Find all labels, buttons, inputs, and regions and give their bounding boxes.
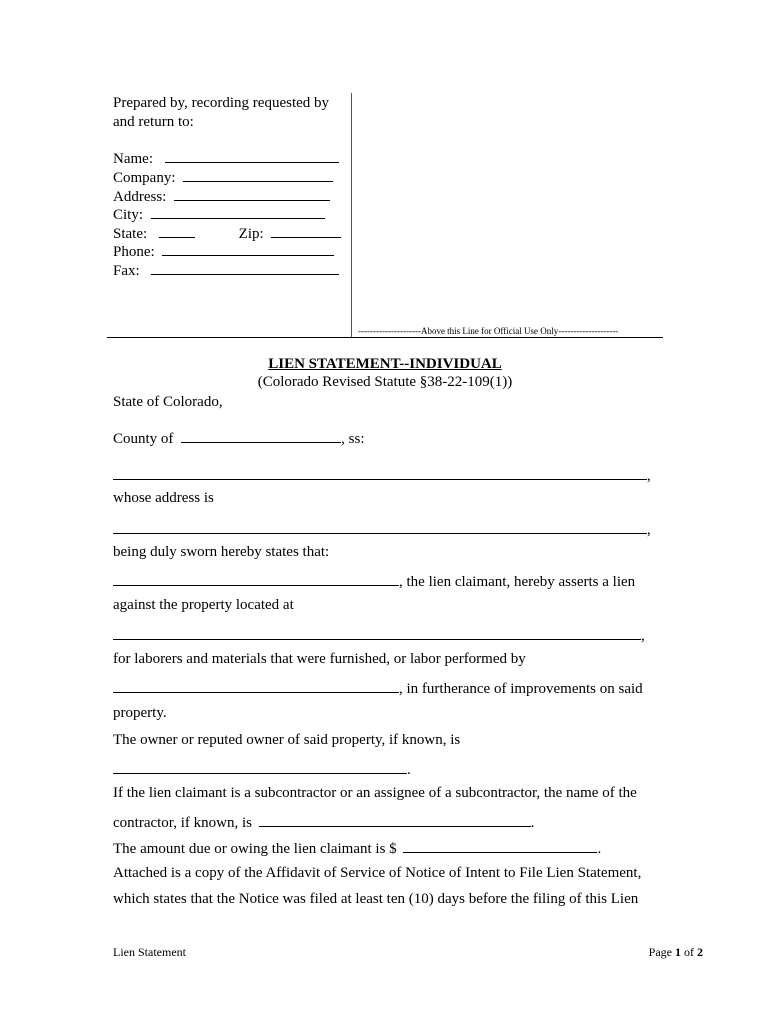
header-vertical-divider (351, 93, 352, 338)
lien-claimant-text: , the lien claimant, hereby asserts a lien (399, 574, 636, 590)
fax-label: Fax: (113, 263, 140, 279)
amount-row (113, 838, 601, 858)
footer-title: Lien Statement (113, 945, 186, 959)
attached-text: Attached is a copy of the Affidavit of Service of Notice of Intent to File Lien Statement, (113, 865, 642, 881)
owner-field[interactable] (113, 759, 407, 774)
name-field[interactable] (165, 148, 339, 163)
which-states-text: which states that the Notice was filed at least ten (10) days before the filing of this Lien (113, 891, 639, 907)
lien-claimant-field[interactable] (113, 571, 399, 586)
state-of-colorado: State of Colorado, (113, 394, 223, 410)
name-field-row (113, 148, 339, 168)
page-prefix: Page (648, 945, 672, 959)
labor-performer-field[interactable] (113, 678, 399, 693)
page-current: 1 (675, 945, 681, 959)
prepared-by-label: Prepared by, recording requested by and return to: (113, 95, 330, 130)
city-label: City: (113, 207, 144, 223)
company-field[interactable] (183, 167, 333, 182)
contractor-period: . (530, 815, 535, 831)
official-use-label: ---------------------Above this Line for Official Use Only-------------------- (358, 326, 619, 336)
whose-address-label: whose address is (113, 490, 214, 506)
fax-field[interactable] (151, 260, 339, 275)
document-title (0, 356, 770, 373)
zip-label: Zip: (238, 226, 264, 242)
state-label: State: (113, 226, 148, 242)
amount-period: . (597, 841, 602, 857)
address-field-row (113, 186, 330, 206)
city-field-row (113, 204, 325, 224)
property-location-field[interactable] (113, 625, 641, 640)
contractor-row (113, 812, 534, 832)
amount-field[interactable] (403, 838, 597, 853)
owner-row (113, 759, 411, 779)
address-label: Address: (113, 189, 167, 205)
phone-field[interactable] (162, 241, 334, 256)
contractor-label: contractor, if known, is (113, 815, 252, 831)
property-comma: , (641, 628, 645, 644)
furtherance-row (113, 678, 643, 698)
property-text: property. (113, 705, 167, 721)
phone-field-row (113, 241, 334, 261)
page-of: of (684, 945, 694, 959)
property-location-row (113, 625, 645, 645)
laborers-text: for laborers and materials that were furnished, or labor performed by (113, 651, 526, 667)
affiant-address-field[interactable] (113, 519, 647, 534)
company-label: Company: (113, 170, 176, 186)
county-label: County of (113, 431, 174, 447)
owner-text: The owner or reputed owner of said property, if known, is (113, 732, 461, 748)
affiant-comma: , (647, 468, 651, 484)
county-row (113, 428, 365, 448)
affiant-name-row (113, 465, 651, 485)
amount-label: The amount due or owing the lien claimant is $ (113, 841, 397, 857)
state-zip-row (113, 223, 341, 243)
owner-period: . (407, 762, 411, 778)
county-field[interactable] (181, 428, 341, 443)
document-subtitle: (Colorado Revised Statute §38-22-109(1)) (257, 374, 513, 390)
page-number (649, 945, 703, 960)
address-comma: , (647, 522, 651, 538)
phone-label: Phone: (113, 244, 155, 260)
state-field[interactable] (159, 223, 195, 238)
city-field[interactable] (151, 204, 325, 219)
affiant-address-row (113, 519, 651, 539)
county-suffix: , ss: (341, 431, 365, 447)
contractor-field[interactable] (259, 812, 531, 827)
duly-sworn-text: being duly sworn hereby states that: (113, 544, 330, 560)
address-field[interactable] (174, 186, 330, 201)
affiant-name-field[interactable] (113, 465, 647, 480)
name-label: Name: (113, 151, 153, 167)
document-title-text: LIEN STATEMENT--INDIVIDUAL (268, 356, 502, 372)
company-field-row (113, 167, 333, 187)
official-use-divider (107, 337, 663, 338)
furtherance-text: , in furtherance of improvements on said (399, 681, 643, 697)
page-total: 2 (697, 945, 703, 959)
fax-field-row (113, 260, 339, 280)
zip-field[interactable] (271, 223, 341, 238)
against-property-text: against the property located at (113, 597, 294, 613)
lien-claimant-row (113, 571, 635, 591)
subcontractor-text: If the lien claimant is a subcontractor or an assignee of a subcontractor, the name of the (113, 785, 637, 801)
